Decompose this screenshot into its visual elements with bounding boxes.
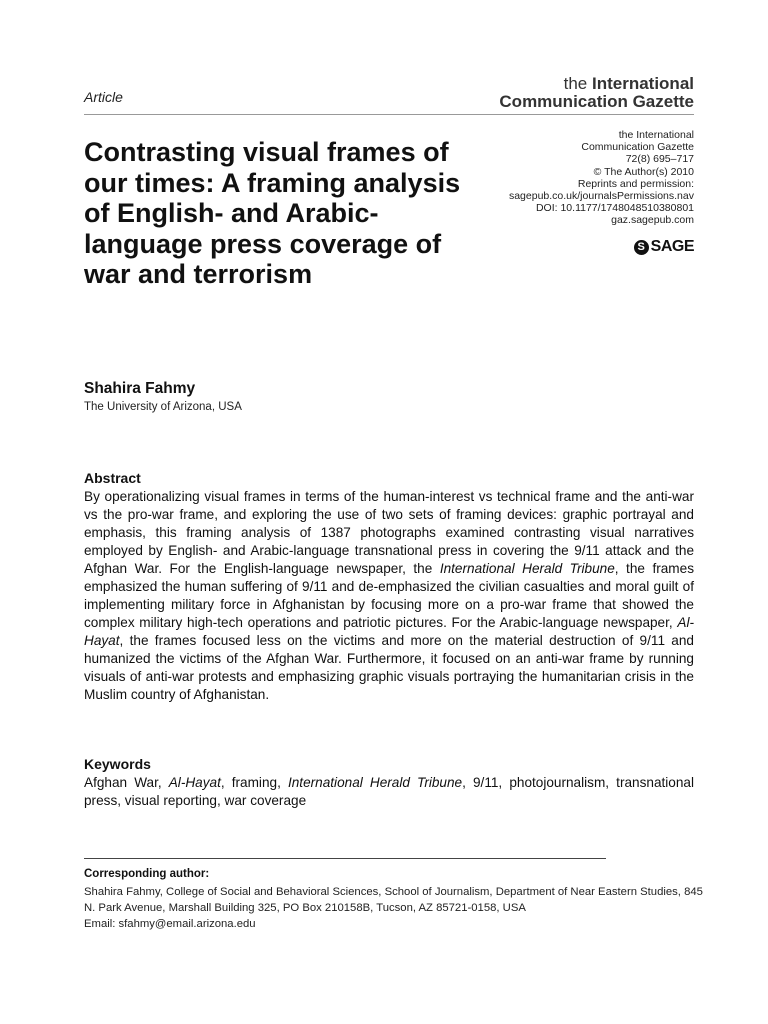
keywords-italic2: International Herald Tribune [287,775,463,790]
abstract-italic-newspaper2: Al-Hayat [84,615,694,648]
citation-journal-url[interactable]: gaz.sagepub.com [611,214,694,227]
citation-permissions-link[interactable]: sagepub.co.uk/journalsPermissions.nav [508,190,694,203]
abstract-text-part1: By operationalizing visual frames in terms of the human-interest vs technical frame and the anti-war vs the pro-war frame, and exploring the use of two sets of framing devices: graphic portrayal and emphasis, this framing analysis of 1387 photographs examined contrasting visual narratives employed by English- and Arabic-language transnational press in covering the 9/11 attack and the Afghan War. For the English-language newspaper, the [84,489,694,576]
keywords-italic1: Al-Hayat [168,775,221,790]
citation-reprints-label: Reprints and permission: [577,177,694,190]
abstract-text-part2: , the frames emphasized the human suffering of 9/11 and de-emphasized the civilian casualties and moral guilt of implementing military force in Afghanistan by focusing more on a pro-war frame that showed the complex military high-tech operations and patriotic pictures. For the Arabic-language newspaper, [84,561,694,630]
journal-logo-prefix: the [563,74,592,93]
keywords-part2: , framing, [220,775,288,790]
journal-logo [499,75,694,111]
author-name: Shahira Fahmy [84,380,196,397]
author-affiliation: The University of Arizona, USA [84,401,242,413]
citation-block [464,129,694,227]
abstract-italic-newspaper1: International Herald Tribune [439,561,615,576]
corresponding-author-details [84,884,704,932]
keywords-part3: , 9/11, photojournalism, transnational press, visual reporting, war coverage [84,775,695,808]
article-title: Contrasting visual frames of our times: A framing analysis of English- and Arabic-language press coverage of war and terrorism [84,137,461,289]
citation-copyright: © The Author(s) 2010 [593,165,694,178]
abstract-heading: Abstract [84,470,141,486]
citation-journal-line1: the International [618,129,694,141]
corresponding-author-heading: Corresponding author: [84,868,210,880]
citation-volume: 72(8) 695–717 [625,153,694,166]
keywords-heading: Keywords [84,756,151,772]
footnote-divider [84,858,606,859]
citation-doi[interactable]: DOI: 10.1177/1748048510380801 [535,202,694,215]
corresponding-author-email[interactable]: Email: sfahmy@email.arizona.edu [84,918,256,930]
sage-logo-icon: S [634,240,649,255]
journal-logo-bold: International [591,74,694,93]
corresponding-author-address: Shahira Fahmy, College of Social and Behavioral Sciences, School of Journalism, Department of Near Eastern Studies, 845 N. Park Avenue, Marshall Building 325, PO Box 210158B, Tucson, AZ 85721-0158, USA [84,886,703,914]
abstract-text-part3: , the frames focused less on the victims and more on the material destruction of 9/11 and humanized the victims of the Afghan War. Furthermore, it focused on an anti-war frame by running visuals of anti-war protests and emphasizing graphic visuals portraying the humanitarian crisis in the Muslim country of Afghanistan. [84,633,694,702]
journal-logo-line1 [499,75,694,93]
abstract-body [84,488,694,704]
header-divider [84,114,694,115]
keywords-part1: Afghan War, [84,775,169,790]
journal-logo-line2: Communication Gazette [499,92,694,111]
sage-logo [634,238,694,256]
article-type-label: Article [84,89,123,105]
citation-journal-line2: Communication Gazette [581,141,694,154]
sage-logo-text: SAGE [650,238,694,255]
keywords-list [84,774,694,810]
